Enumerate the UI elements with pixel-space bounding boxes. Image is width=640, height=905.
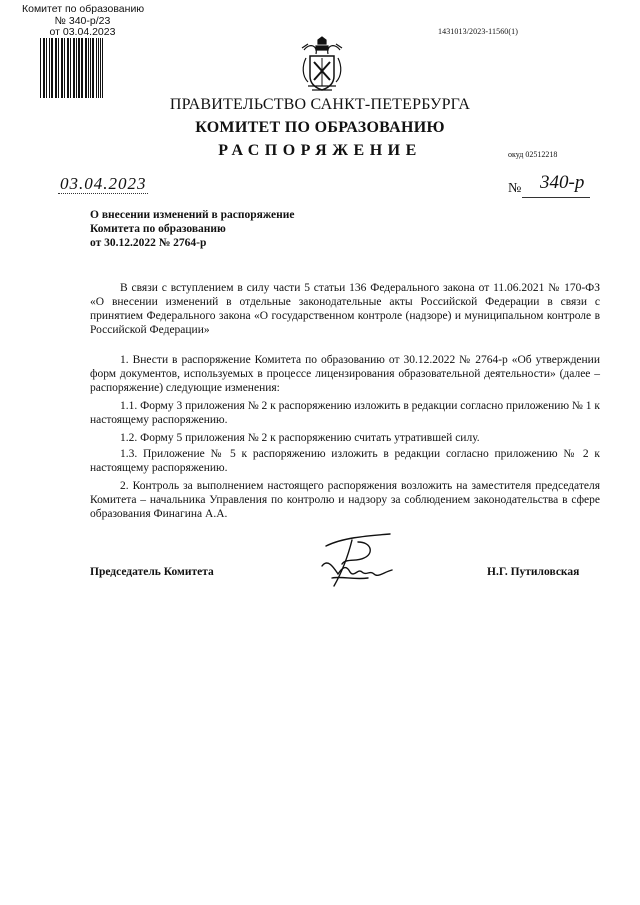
item-1-1-paragraph: 1.1. Форму 3 приложения № 2 к распоряжению изложить в редакции согласно приложению № 1 к настоящему распоряжению. — [90, 400, 600, 426]
item-1-paragraph: 1. Внести в распоряжение Комитета по образованию от 30.12.2022 № 2764-р «Об утверждении форм документов, используемых в процессе лицензирования образовательной деятельности» (далее – распоряжение) следующие изменения: — [90, 354, 600, 394]
government-title: ПРАВИТЕЛЬСТВО САНКТ-ПЕТЕРБУРГА — [169, 96, 471, 113]
handwritten-date: 03.04.2023 — [60, 174, 147, 193]
item-2-paragraph: 2. Контроль за выполнением настоящего распоряжения возложить на заместителя председателя Комитета – начальника Управления по контролю и надзору за соблюдением законодательства в сфере образования Финагина А.А. — [90, 480, 600, 520]
stamp-date: от 03.04.2023 — [49, 26, 116, 38]
barcode-bar — [102, 38, 103, 98]
barcode-bar — [78, 38, 79, 98]
barcode-bar — [73, 38, 74, 98]
committee-title: КОМИТЕТ ПО ОБРАЗОВАНИЮ — [195, 119, 445, 136]
barcode-bar — [96, 38, 97, 98]
barcode-bar — [68, 38, 69, 98]
barcode-bar — [82, 38, 83, 98]
handwritten-signature — [312, 528, 402, 590]
item-1-2-paragraph: 1.2. Форму 5 приложения № 2 к распоряжению считать утратившей силу. — [120, 432, 480, 444]
preamble-paragraph: В связи с вступлением в силу части 5 статьи 136 Федерального закона от 11.06.2021 № 170-ФЗ «О внесении изменений в отдельные законодательные акты Российской Федерации в связи с принятием Федерального закона «О государственном контроле (надзоре) и муниципальном контроле в Российской Федерации» — [90, 282, 600, 336]
subject-line-3: от 30.12.2022 № 2764-р — [90, 237, 207, 249]
date-underline — [58, 193, 148, 194]
document-subject — [90, 208, 390, 250]
okud-code: окуд 02512218 — [508, 150, 558, 159]
number-label: № — [508, 181, 522, 196]
barcode-bar — [58, 38, 59, 98]
subject-line-1: О внесении изменений в распоряжение — [90, 209, 295, 221]
stamp-org: Комитет по образованию — [22, 3, 145, 15]
barcode-bar — [40, 38, 41, 98]
registration-number: 1431013/2023-11560(1) — [438, 27, 519, 36]
item-1-3-paragraph: 1.3. Приложение № 5 к распоряжению изложить в редакции согласно приложению № 2 к настоящему распоряжению. — [90, 448, 600, 474]
barcode-bar — [62, 38, 63, 98]
document-type: РАСПОРЯЖЕНИЕ — [218, 142, 422, 159]
barcode-bar — [93, 38, 94, 98]
registration-stamp — [20, 4, 145, 39]
barcode-bar — [49, 38, 50, 98]
coat-of-arms-icon — [296, 36, 348, 96]
barcode — [40, 38, 104, 98]
barcode-bar — [46, 38, 47, 98]
stamp-number: № 340-р/23 — [54, 14, 111, 27]
signatory-position: Председатель Комитета — [90, 566, 214, 578]
signatory-name: Н.Г. Путиловская — [487, 566, 580, 578]
barcode-bar — [88, 38, 89, 98]
handwritten-number: 340-р — [540, 172, 585, 193]
barcode-bar — [56, 38, 57, 98]
subject-line-2: Комитета по образованию — [90, 223, 226, 235]
number-underline — [522, 197, 590, 198]
